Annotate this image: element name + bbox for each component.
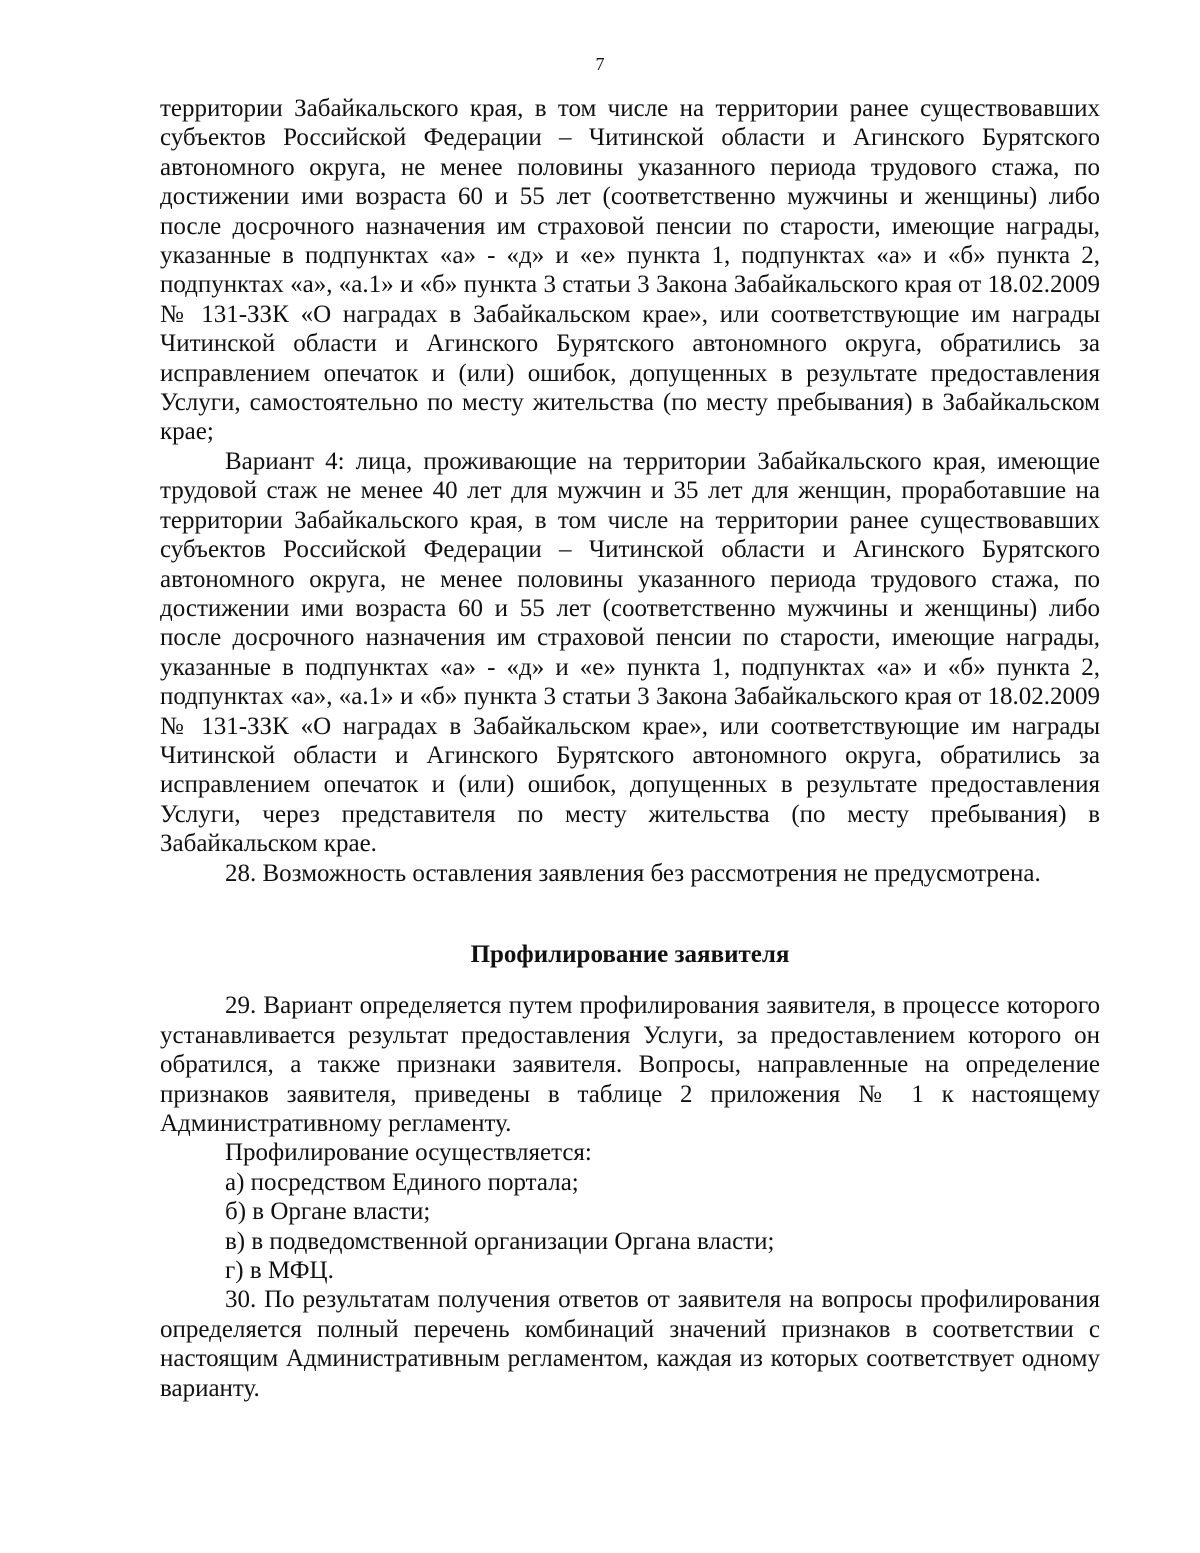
profiling-item-d: г) в МФЦ. (225, 1257, 334, 1285)
paragraph-29: 29. Вариант определяется путем профилирования заявителя, в процессе которого устанавливается результат предоставления Услуги, за предоставлением которого он обратился, а также признаки заявителя. Вопросы, направленные на определение признаков заявителя, приведены в таблице 2 приложения № 1 к настоящему Административному регламенту. (160, 992, 1100, 1137)
profiling-item-b: б) в Органе власти; (225, 1198, 431, 1226)
page-number: 7 (595, 54, 605, 74)
paragraph-continuation: территории Забайкальского края, в том числе на территории ранее существовавших субъектов Российской Федерации – Читинской области и Агинского Бурятского автономного округа, не менее половины указанного периода трудового стажа, по достижении ими возраста 60 и 55 лет (соответственно мужчины и женщины) либо после досрочного назначения им страховой пенсии по старости, имеющие награды, указанные в подпунктах «а» - «д» и «е» пункта 1, подпунктах «а» и «б» пункта 2, подпунктах «а», «а.1» и «б» пункта 3 статьи 3 Закона Забайкальского края от 18.02.2009 № 131-ЗЗК «О наградах в Забайкальском крае», или соответствующие им награды Читинской области и Агинского Бурятского автономного округа, обратились за исправлением опечаток и (или) ошибок, допущенных в результате предоставления Услуги, самостоятельно по месту жительства (по месту пребывания) в Забайкальском крае; (160, 95, 1100, 446)
section-heading: Профилирование заявителя (470, 940, 790, 968)
document-body (160, 94, 1100, 1403)
paragraph-30: 30. По результатам получения ответов от заявителя на вопросы профилирования определяется полный перечень комбинаций значений признаков в соответствии с настоящим Административным регламентом, каждая из которых соответствует одному варианту. (160, 1286, 1100, 1402)
profiling-item-c: в) в подведомственной организации Органа власти; (225, 1227, 775, 1255)
paragraph-variant-4: Вариант 4: лица, проживающие на территории Забайкальского края, имеющие трудовой стаж не менее 40 лет для мужчин и 35 лет для женщин, проработавшие на территории Забайкальского края, в том числе на территории ранее существовавших субъектов Российской Федерации – Читинской области и Агинского Бурятского автономного округа, не менее половины указанного периода трудового стажа, по достижении ими возраста 60 и 55 лет (соответственно мужчины и женщины) либо после досрочного назначения им страховой пенсии по старости, имеющие награды, указанные в подпунктах «а» - «д» и «е» пункта 1, подпунктах «а» и «б» пункта 2, подпунктах «а», «а.1» и «б» пункта 3 статьи 3 Закона Забайкальского края от 18.02.2009 № 131-ЗЗК «О наградах в Забайкальском крае», или соответствующие им награды Читинской области и Агинского Бурятского автономного округа, обратились за исправлением опечаток и (или) ошибок, допущенных в результате предоставления Услуги, через представителя по месту жительства (по месту пребывания) в Забайкальском крае. (160, 447, 1100, 858)
profiling-intro: Профилирование осуществляется: (225, 1139, 592, 1167)
profiling-item-a: а) посредством Единого портала; (225, 1168, 579, 1196)
paragraph-28: 28. Возможность оставления заявления без рассмотрения не предусмотрена. (225, 859, 1041, 887)
